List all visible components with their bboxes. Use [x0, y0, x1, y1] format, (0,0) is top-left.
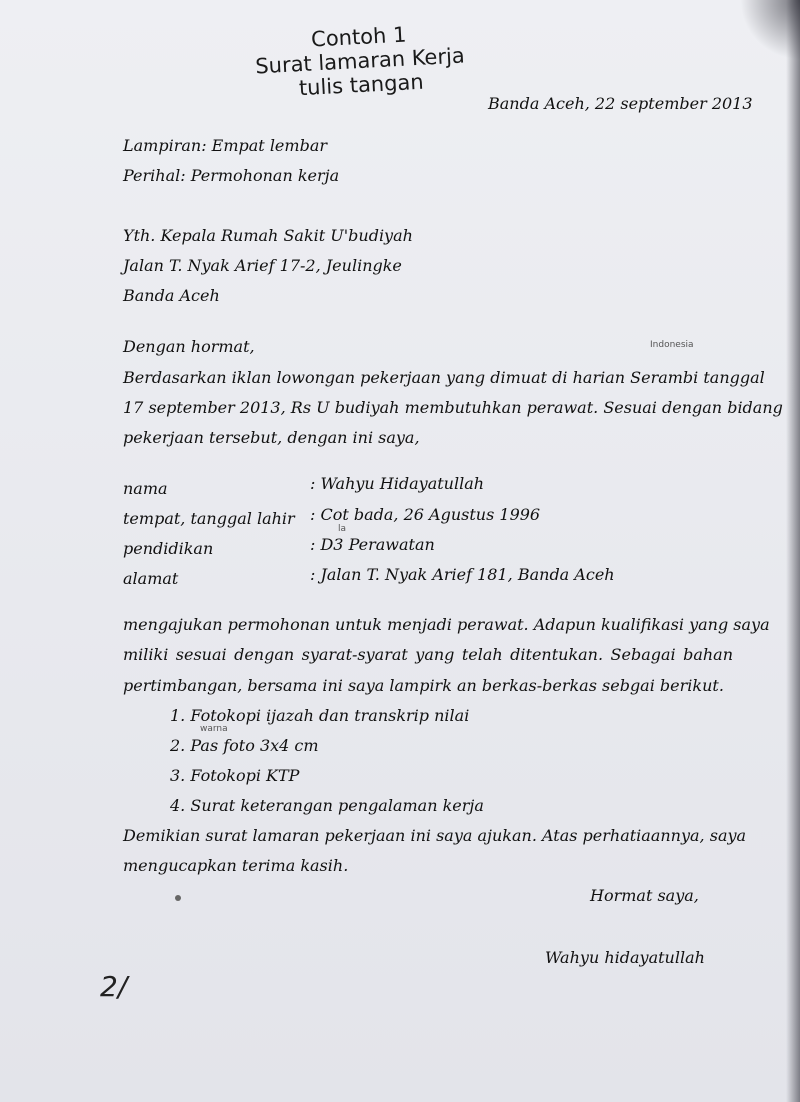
caption-line-1: Contoh 1 [310, 22, 407, 52]
small-note-warna: warna [200, 724, 228, 734]
place-date: Banda Aceh, 22 september 2013 [488, 94, 753, 113]
greeting: Dengan hormat, [123, 337, 255, 356]
paper-edge-shadow [786, 0, 800, 1102]
lampiran-line: Lampiran: Empat lembar [123, 136, 327, 155]
caption-line-2: Surat lamaran Kerja [254, 43, 466, 79]
recipient-line-3: Banda Aceh [123, 286, 220, 305]
field-value-nama: : Wahyu Hidayatullah [310, 474, 485, 493]
attachment-item-2: 2. Pas foto 3x4 cm [170, 736, 319, 755]
caption-line-3: tulis tangan [298, 69, 425, 101]
field-value-ttl: : Cot bada, 26 Agustus 1996 [310, 505, 541, 524]
field-value-alamat: : Jalan T. Nyak Arief 181, Banda Aceh [310, 565, 615, 584]
small-note-la: la [338, 524, 347, 534]
page-number-mark: 2/ [100, 970, 128, 1003]
paper-corner-shadow [740, 0, 800, 60]
caption-overlay [238, 19, 481, 103]
recipient-line-1: Yth. Kepala Rumah Sakit U'budiyah [123, 226, 413, 245]
body-line-1: mengajukan permohonan untuk menjadi perawat. Adapun kualifikasi yang saya [123, 615, 770, 634]
regards: Hormat saya, [590, 886, 699, 905]
attachment-item-4: 4. Surat keterangan pengalaman kerja [170, 796, 484, 815]
signature-name: Wahyu hidayatullah [545, 948, 705, 967]
field-label-ttl: tempat, tanggal lahir [123, 509, 295, 528]
attachment-item-3: 3. Fotokopi KTP [170, 766, 300, 785]
field-label-alamat: alamat [123, 569, 179, 588]
body-line-2: miliki sesuai dengan syarat-syarat yang telah ditentukan. Sebagai bahan [123, 645, 733, 664]
field-value-pendidikan: : D3 Perawatan [310, 535, 435, 554]
closing-line-2: mengucapkan terima kasih. [123, 856, 349, 875]
intro-line-2: 17 september 2013, Rs U budiyah membutuhkan perawat. Sesuai dengan bidang [123, 398, 783, 417]
field-label-nama: nama [123, 479, 168, 498]
closing-line-1: Demikian surat lamaran pekerjaan ini saya ajukan. Atas perhatiaannya, saya [123, 826, 747, 845]
intro-line-1: Berdasarkan iklan lowongan pekerjaan yang dimuat di harian Serambi tanggal [123, 368, 765, 387]
body-line-3: pertimbangan, bersama ini saya lampirk an berkas-berkas sebgai berikut. [123, 676, 724, 695]
ink-dot [175, 895, 181, 901]
margin-note-top: Indonesia [650, 340, 694, 350]
attachment-item-1: 1. Fotokopi ijazah dan transkrip nilai [170, 706, 470, 725]
field-label-pendidikan: pendidikan [123, 539, 214, 558]
perihal-line: Perihal: Permohonan kerja [123, 166, 340, 185]
recipient-line-2: Jalan T. Nyak Arief 17-2, Jeulingke [123, 256, 402, 275]
intro-line-3: pekerjaan tersebut, dengan ini saya, [123, 428, 420, 447]
